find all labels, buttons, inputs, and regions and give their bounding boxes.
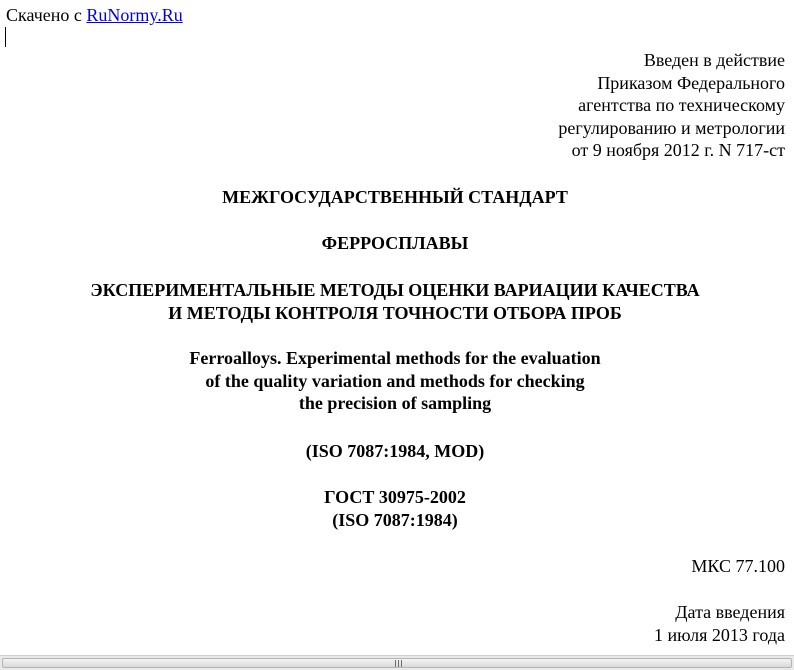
title-line: the precision of sampling <box>298 393 492 414</box>
gost-number: ГОСТ 30975-2002 <box>324 487 466 507</box>
standard-title-english <box>0 347 790 415</box>
grip-icon <box>394 660 404 667</box>
scrollbar-thumb[interactable] <box>2 658 792 668</box>
horizontal-scrollbar[interactable] <box>0 655 794 670</box>
title-line: of the quality variation and methods for checking <box>205 370 585 391</box>
standard-title-russian <box>0 279 790 324</box>
runormy-link[interactable]: RuNormy.Ru <box>86 5 183 25</box>
downloaded-from-line <box>6 4 183 26</box>
enactment-line: агентства по техническому <box>578 95 785 116</box>
date-value: 1 июля 2013 года <box>654 624 785 645</box>
enactment-note <box>558 49 785 162</box>
text-cursor <box>5 27 6 47</box>
ferroalloys-heading: ФЕРРОСПЛАВЫ <box>321 233 469 253</box>
enactment-line: Приказом Федерального <box>597 72 785 93</box>
iso-mod-reference: (ISO 7087:1984, MOD) <box>305 441 485 461</box>
date-label: Дата введения <box>675 602 785 622</box>
iso-number: (ISO 7087:1984) <box>332 509 458 530</box>
title-line: И МЕТОДЫ КОНТРОЛЯ ТОЧНОСТИ ОТБОРА ПРОБ <box>168 302 622 323</box>
enactment-line: регулированию и метрологии <box>558 117 785 138</box>
interstate-standard-heading: МЕЖГОСУДАРСТВЕННЫЙ СТАНДАРТ <box>222 187 568 207</box>
enactment-line: от 9 ноября 2012 г. N 717-ст <box>571 140 785 161</box>
title-line: ЭКСПЕРИМЕНТАЛЬНЫЕ МЕТОДЫ ОЦЕНКИ ВАРИАЦИИ КАЧЕСТВА <box>90 280 700 300</box>
gost-designation <box>0 486 790 531</box>
downloaded-prefix: Скачено с <box>6 5 82 25</box>
title-line: Ferroalloys. Experimental methods for the evaluation <box>189 348 601 368</box>
introduction-date <box>654 601 785 646</box>
enactment-line: Введен в действие <box>643 50 785 70</box>
mks-code: МКС 77.100 <box>691 556 785 576</box>
